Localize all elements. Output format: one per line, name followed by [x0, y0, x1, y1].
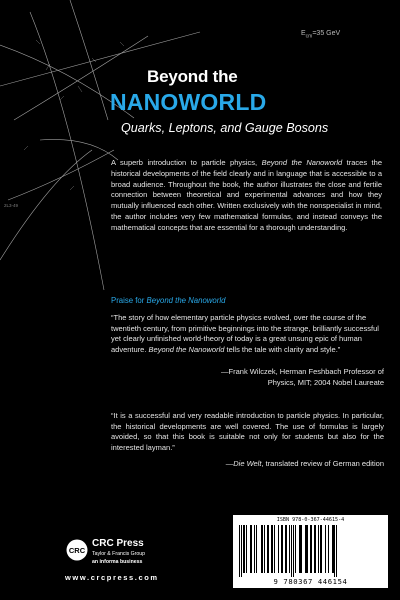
barcode-bar [278, 525, 279, 573]
barcode-bar [299, 525, 301, 573]
publisher-company: an informa business [92, 559, 143, 565]
barcode-bar [318, 525, 319, 573]
barcode-bar [334, 525, 335, 577]
barcode-bar [314, 525, 316, 573]
barcode-bar [256, 525, 257, 573]
barcode-bar [332, 525, 334, 573]
svg-text:CRC: CRC [68, 545, 86, 555]
barcode-graphic [237, 525, 384, 577]
barcode-bar [264, 525, 265, 573]
barcode-bar [254, 525, 255, 573]
barcode-bar [320, 525, 322, 573]
barcode-bar [293, 525, 294, 577]
isbn-text: ISBN 978-0-367-44615-4 [276, 517, 345, 523]
barcode-bar [295, 525, 296, 573]
title-line-2: NANOWORLD [110, 89, 267, 115]
barcode-bar [325, 525, 326, 573]
book-blurb: A superb introduction to particle physics, Beyond the Nanoworld traces the historical developments of the field clearly and in language that is accessible to a broad audience. Throughout the book, the author illustrates the close and fertile connection between theoretical and experimental advances and how they mutually influenced each other. Written exclusively with the nonspecialist in mind, the author includes very few mathematical formulas, and instead conveys the mathematical concepts that are essential for a thorough understanding. [111, 158, 382, 232]
barcode-bar [267, 525, 269, 573]
barcode-bar [307, 525, 308, 573]
publisher-website: www.crcpress.com [65, 573, 159, 582]
quote-2-attribution: —Die Welt, translated review of German edition [225, 459, 384, 468]
barcode-bar [301, 525, 302, 573]
barcode-panel [233, 515, 388, 588]
barcode-bar [246, 525, 247, 573]
publisher-group: Taylor & Francis Group [92, 551, 146, 557]
barcode-bar [291, 525, 292, 577]
barcode-bar [241, 525, 242, 577]
barcode-bar [305, 525, 307, 573]
barcode-bar [261, 525, 263, 573]
quote-1-attribution: —Frank Wilczek, Herman Feshbach Professor of Physics, MIT; 2004 Nobel Laureate [221, 367, 384, 387]
barcode-bar [239, 525, 240, 577]
title-line-1: Beyond the [147, 67, 238, 86]
barcode-bar [250, 525, 252, 573]
quote-1: “The story of how elementary particle physics evolved, over the course of the twentieth century, from primitive beginnings into the strange, brilliantly successful yet clearly unfinished world-theory of today is a great unsung epic of human adventure. Beyond the Nanoworld tells the tale with clarity and style.” [111, 313, 379, 354]
barcode-bar [336, 525, 337, 577]
crc-logo-icon [66, 539, 88, 561]
barcode-digits: 9 780367 446154 [273, 577, 348, 586]
barcode-bar [285, 525, 287, 573]
barcode-bar [271, 525, 273, 573]
praise-heading: Praise for Beyond the Nanoworld [111, 296, 226, 305]
subtitle: Quarks, Leptons, and Gauge Bosons [121, 121, 329, 135]
quote-2: “It is a successful and very readable introduction to particle physics. In particular, the historical developments are well covered. The use of formulas is largely avoided, so that this book is suitable not only for students but also for the interested layman.” [111, 411, 384, 452]
track-label: 2L3-49 [4, 203, 19, 208]
barcode-bar [274, 525, 275, 573]
barcode-bar [243, 525, 245, 573]
barcode-bar [289, 525, 290, 573]
barcode-bar [328, 525, 329, 573]
barcode-bar [310, 525, 312, 573]
publisher-name: CRC Press [92, 538, 144, 549]
energy-label: $E_{cm}=35$ GeV [301, 30, 341, 40]
barcode-bar [281, 525, 283, 573]
